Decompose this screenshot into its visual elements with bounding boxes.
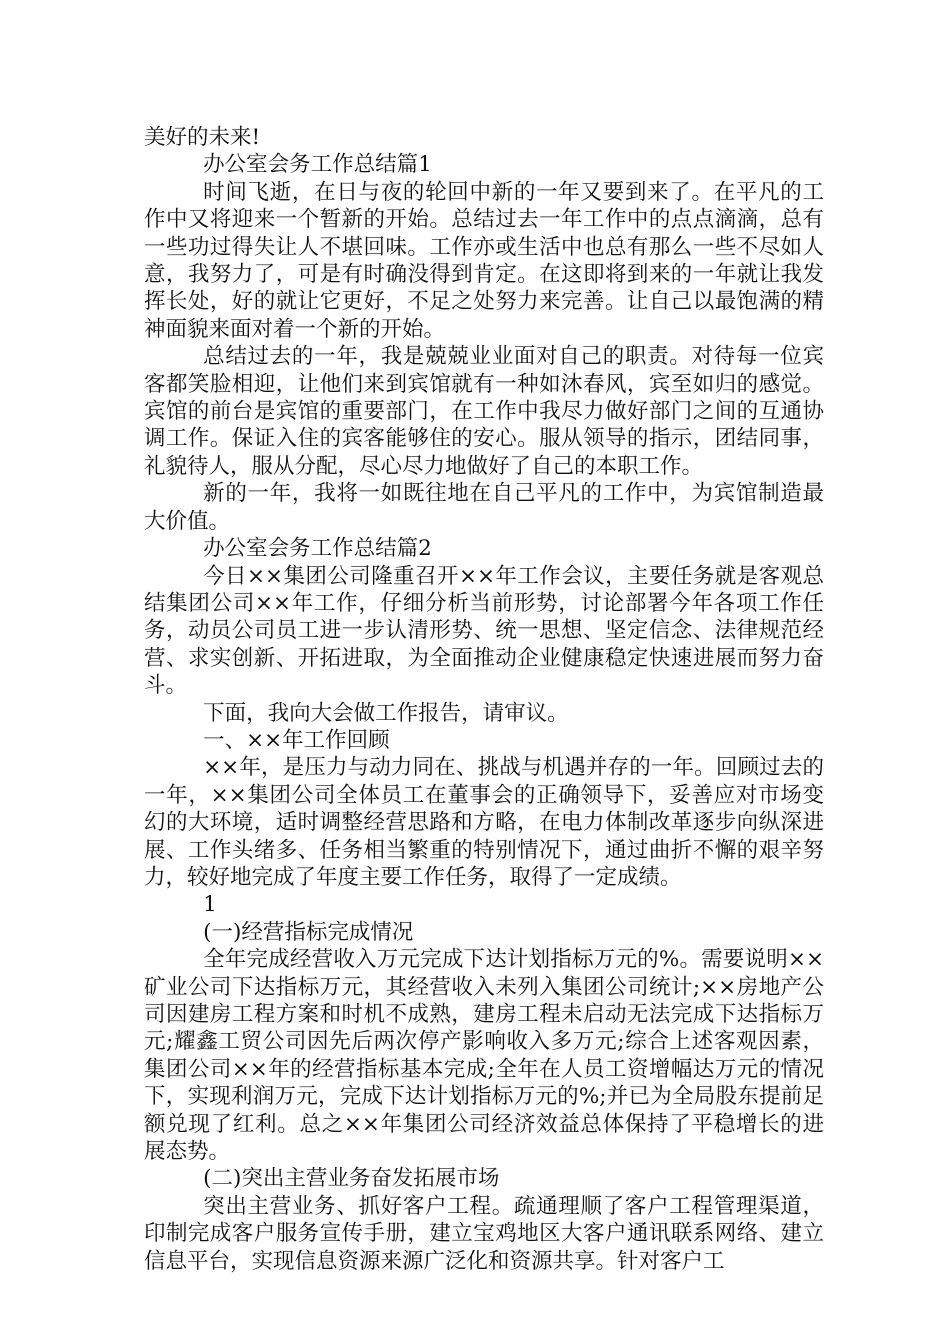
- paragraph: 美好的未来!: [144, 125, 261, 150]
- page-number: 1: [203, 892, 217, 918]
- paragraph: 新的一年，我将一如既往地在自己平凡的工作中，为宾馆制造最大价值。: [144, 481, 824, 534]
- subsection-heading: 一、××年工作回顾: [203, 727, 390, 753]
- paragraph: 下面，我向大会做工作报告，请审议。: [203, 700, 569, 726]
- subsection-heading: (一)经营指标完成情况: [203, 919, 414, 945]
- section-heading: 办公室会务工作总结篇1: [203, 152, 432, 178]
- paragraph: 全年完成经营收入万元完成下达计划指标万元的%。需要说明××矿业公司下达指标万元，其经营收入未列入集团公司统计;××房地产公司因建房工程方案和时机不成熟，建房工程未启动无法完成下达指标万元;耀鑫工贸公司因先后两次停产影响收入多万元;综合上述客观因素，集团公司××年的经营指标基本完成;全年在人员工资增幅达万元的情况下，实现利润万元，完成下达计划指标万元的%;并已为全局股东提前足额兑现了红利。总之××年集团公司经济效益总体保持了平稳增长的进展态势。: [144, 947, 824, 1165]
- paragraph: 时间飞逝，在日与夜的轮回中新的一年又要到来了。在平凡的工作中又将迎来一个暂新的开始。总结过去一年工作中的点点滴滴，总有一些功过得失让人不堪回味。工作亦或生活中也总有那么一些不尽如人意，我努力了，可是有时确没得到肯定。在这即将到来的一年就让我发挥长处，好的就让它更好，不足之处努力来完善。让自己以最饱满的精神面貌来面对着一个新的开始。: [144, 179, 824, 342]
- paragraph: ××年，是压力与动力同在、挑战与机遇并存的一年。回顾过去的一年，××集团公司全体员工在董事会的正确领导下，妥善应对市场变幻的大环境，适时调整经营思路和方略，在电力体制改革逐步向纵深进展、工作头绪多、任务相当繁重的特别情况下，通过曲折不懈的艰辛努力，较好地完成了年度主要工作任务，取得了一定成绩。: [144, 755, 824, 890]
- subsection-heading: (二)突出主营业务奋发拓展市场: [203, 1166, 500, 1192]
- paragraph: 总结过去的一年，我是兢兢业业面对自己的职责。对待每一位宾客都笑脸相迎，让他们来到宾馆就有一种如沐春风，宾至如归的感觉。宾馆的前台是宾馆的重要部门，在工作中我尽力做好部门之间的互通协调工作。保证入住的宾客能够住的安心。服从领导的指示，团结同事，礼貌待人，服从分配，尽心尽力地做好了自己的本职工作。: [144, 344, 824, 479]
- paragraph: 突出主营业务、抓好客户工程。疏通理顺了客户工程管理渠道，印制完成客户服务宣传手册，建立宝鸡地区大客户通讯联系网络、建立信息平台，实现信息资源来源广泛化和资源共享。针对客户工: [144, 1193, 824, 1274]
- document-page: [144, 124, 824, 1275]
- section-heading: 办公室会务工作总结篇2: [203, 536, 432, 562]
- paragraph: 今日××集团公司隆重召开××年工作会议，主要任务就是客观总结集团公司××年工作，仔细分析当前形势，讨论部署今年各项工作任务，动员公司员工进一步认清形势、统一思想、坚定信念、法律规范经营、求实创新、开拓进取，为全面推动企业健康稳定快速进展而努力奋斗。: [144, 563, 824, 699]
